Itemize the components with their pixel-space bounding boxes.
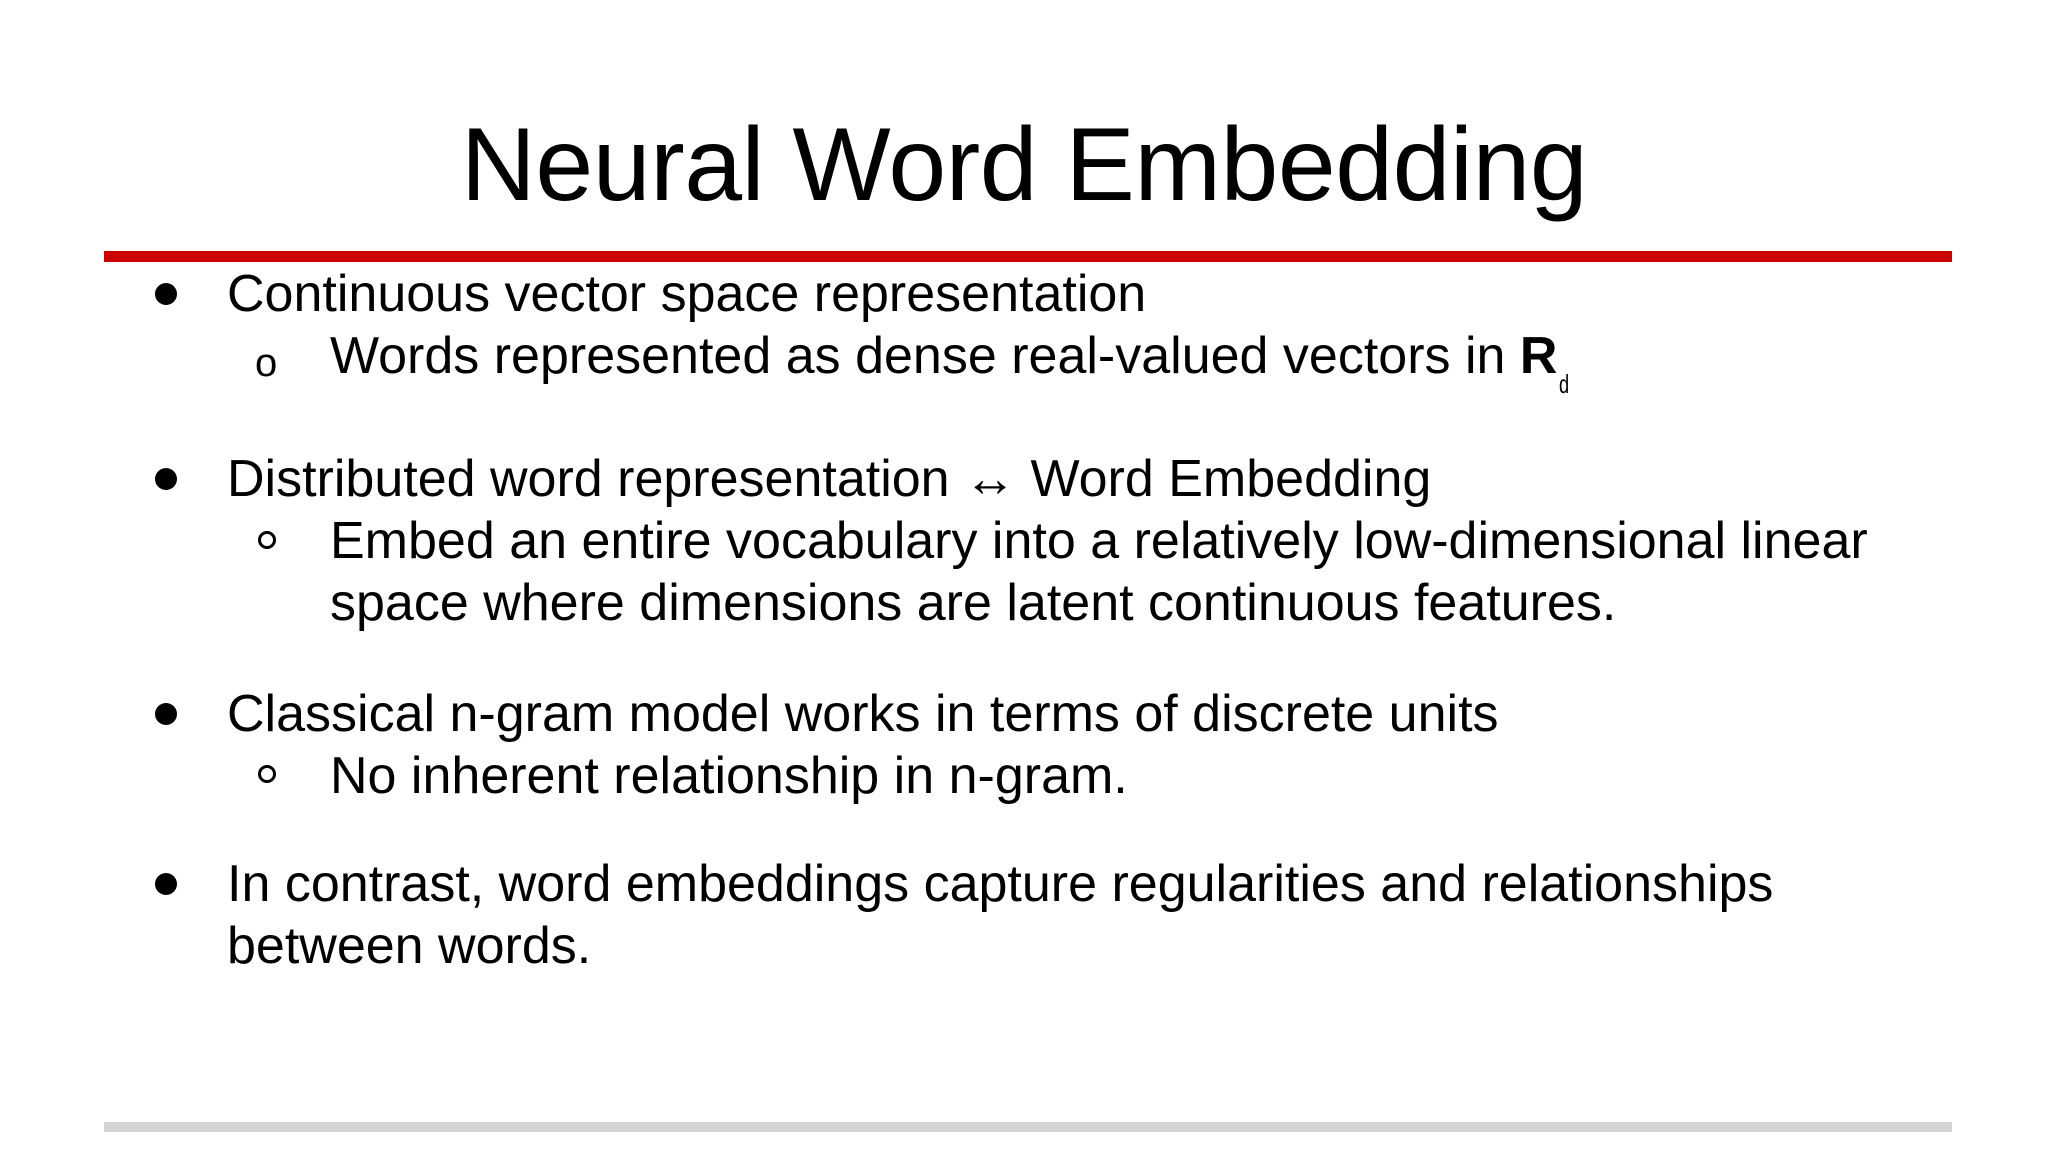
bullet-1-text: Continuous vector space representation xyxy=(227,265,1147,323)
bullet-marker xyxy=(155,283,177,305)
sub-bullet-1-label: Words represented as dense real-valued vectors in xyxy=(330,327,1520,385)
bullet-2-sub-line-1: Embed an entire vocabulary into a relatively low-dimensional linear xyxy=(330,512,1868,570)
bullet-2-sub-line-2: space where dimensions are latent continuous features. xyxy=(330,574,1617,632)
bullet-3-text: Classical n-gram model works in terms of discrete units xyxy=(227,685,1499,743)
bullet-4-line-1: In contrast, word embeddings capture regularities and relationships xyxy=(227,855,1774,913)
bullet-4-line-2: between words. xyxy=(227,917,592,975)
math-symbol-r: R xyxy=(1519,327,1558,385)
sub-bullet-ring-marker xyxy=(258,531,276,549)
bullet-marker xyxy=(155,468,177,490)
math-subscript-d: d xyxy=(1559,369,1570,399)
bullet-marker xyxy=(155,873,177,895)
bullet-marker xyxy=(155,703,177,725)
bullet-3-sub-text: No inherent relationship in n-gram. xyxy=(330,747,1128,805)
footer-rule xyxy=(104,1122,1952,1132)
sub-bullet-ring-marker xyxy=(258,765,276,783)
bullet-1-sub-text xyxy=(330,325,1574,399)
bullet-2-text: Distributed word representation ↔ Word Embedding xyxy=(227,450,1432,508)
slide-title: Neural Word Embedding xyxy=(460,107,1588,223)
sub-bullet-marker: o xyxy=(255,341,278,385)
title-accent-rule xyxy=(104,251,1952,262)
